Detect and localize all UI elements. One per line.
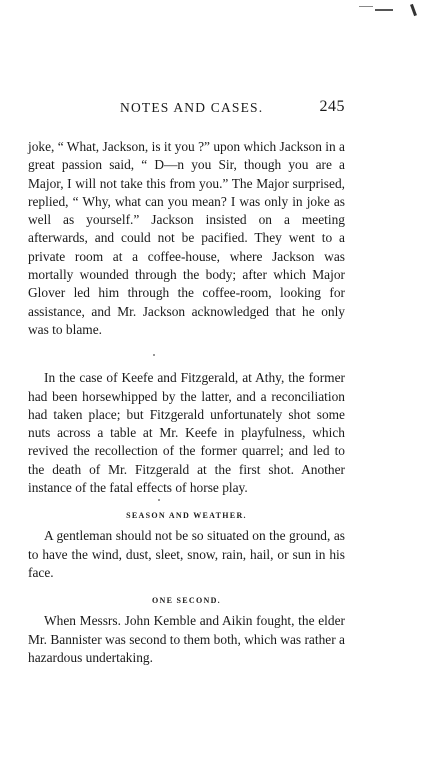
margin-mark [410,4,417,16]
paragraph-jackson: joke, “ What, Jackson, is it you ?” upon which Jackson in a great passion said, “ D—n you Sir, though you are a Major, I will not take this from you.” The Major surprised, replied, “ Why, what can you mean? I was only in joke as well as yourself.” Jackson insisted on a meeting afterwards, and could not be pacified. They went to a private room at a coffee-house, where Jackson was mortally wounded through the body; after which Major Glover led him through the coffee-room, looking for assistance, and Mr. Jackson acknowledged that he only was to blame. [28,139,345,337]
page-header [28,100,345,120]
paragraph-second: When Messrs. John Kemble and Aikin fought, the elder Mr. Bannister was second to them both, which was rather a hazardous undertaking. [28,613,345,665]
paragraph-season: A gentleman should not be so situated on the ground, as to have the wind, dust, sleet, snow, rain, hail, or sun in his face. [28,528,345,580]
section-heading-second: ONE SECOND. [152,596,221,606]
margin-mark [375,9,393,11]
section-heading-season: SEASON AND WEATHER. [126,511,247,521]
margin-mark [359,6,373,7]
paragraph-keefe: In the case of Keefe and Fitzgerald, at Athy, the former had been horsewhipped by the latter, and a reconciliation had taken place; but Fitzgerald unfortunately shot some nuts across a table at Mr. Keefe in playfulness, which revived the recollection of the former quarrel; and led to the death of Mr. Fitzgerald at the first shot. Another instance of the fatal effects of horse play. [28,370,345,496]
page-number: 245 [319,98,345,115]
running-head: NOTES AND CASES. [120,100,264,115]
book-page [28,100,345,667]
